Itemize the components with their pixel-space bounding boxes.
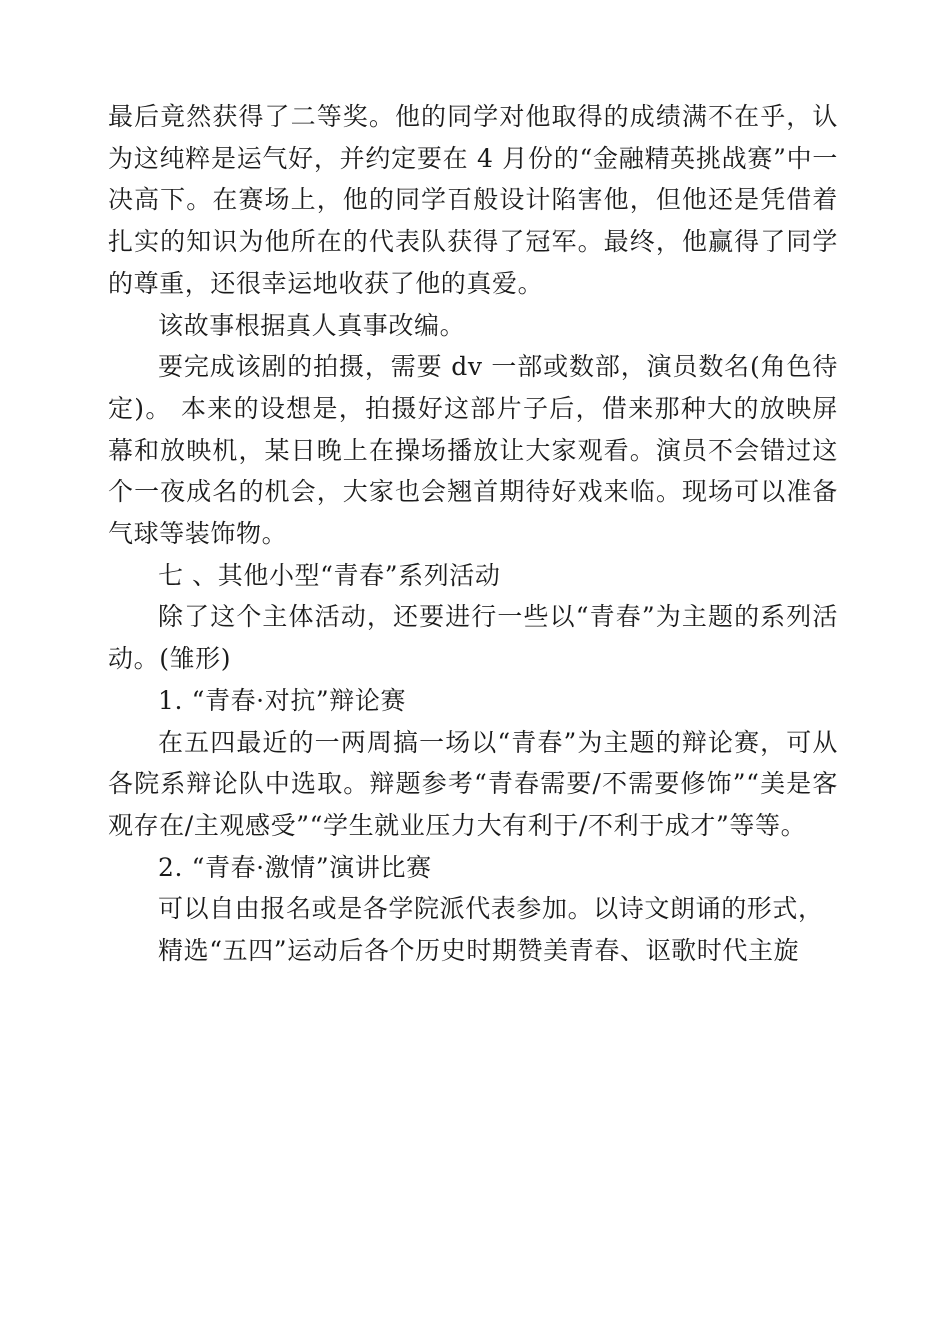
section-heading-other-activities: 七 、其他小型“青春”系列活动 bbox=[158, 560, 501, 590]
item-heading-speech-contest: 2. “青春·激情”演讲比赛 bbox=[158, 852, 432, 882]
paragraph-true-story-note: 该故事根据真人真事改编。 bbox=[158, 310, 466, 340]
paragraph-story-ending: 最后竟然获得了二等奖。他的同学对他取得的成绩满不在乎，认为这纯粹是运气好，并约定要在 4 月份的“金融精英挑战赛”中一决高下。在赛场上，他的同学百般设计陷害他，但他还是凭借着扎实的知识为他所在的代表队获得了冠军。最终，他赢得了同学的尊重，还很幸运地收获了他的真爱。 bbox=[108, 102, 838, 298]
document-body bbox=[108, 96, 838, 972]
paragraph-filming-requirements: 要完成该剧的拍摄，需要 dv 一部或数部，演员数名(角色待定)。 本来的设想是，拍摄好这部片子后，借来那种大的放映屏幕和放映机，某日晚上在操场播放让大家观看。演员不会错过这个一夜成名的机会，大家也会翘首期待好戏来临。现场可以准备气球等装饰物。 bbox=[108, 352, 838, 549]
paragraph-speech-registration: 可以自由报名或是各学院派代表参加。以诗文朗诵的形式， bbox=[158, 894, 824, 924]
paragraph-speech-selection: 精选“五四”运动后各个历史时期赞美青春、讴歌时代主旋 bbox=[158, 936, 800, 966]
paragraph-debate-details: 在五四最近的一两周搞一场以“青春”为主题的辩论赛，可从各院系辩论队中选取。辩题参考“青春需要/不需要修饰”“美是客观存在/主观感受”“学生就业压力大有利于/不利于成才”等等。 bbox=[108, 727, 838, 840]
paragraph-series-intro: 除了这个主体活动，还要进行一些以“青春”为主题的系列活动。(雏形) bbox=[108, 602, 838, 674]
item-heading-debate: 1. “青春·对抗”辩论赛 bbox=[158, 685, 407, 715]
